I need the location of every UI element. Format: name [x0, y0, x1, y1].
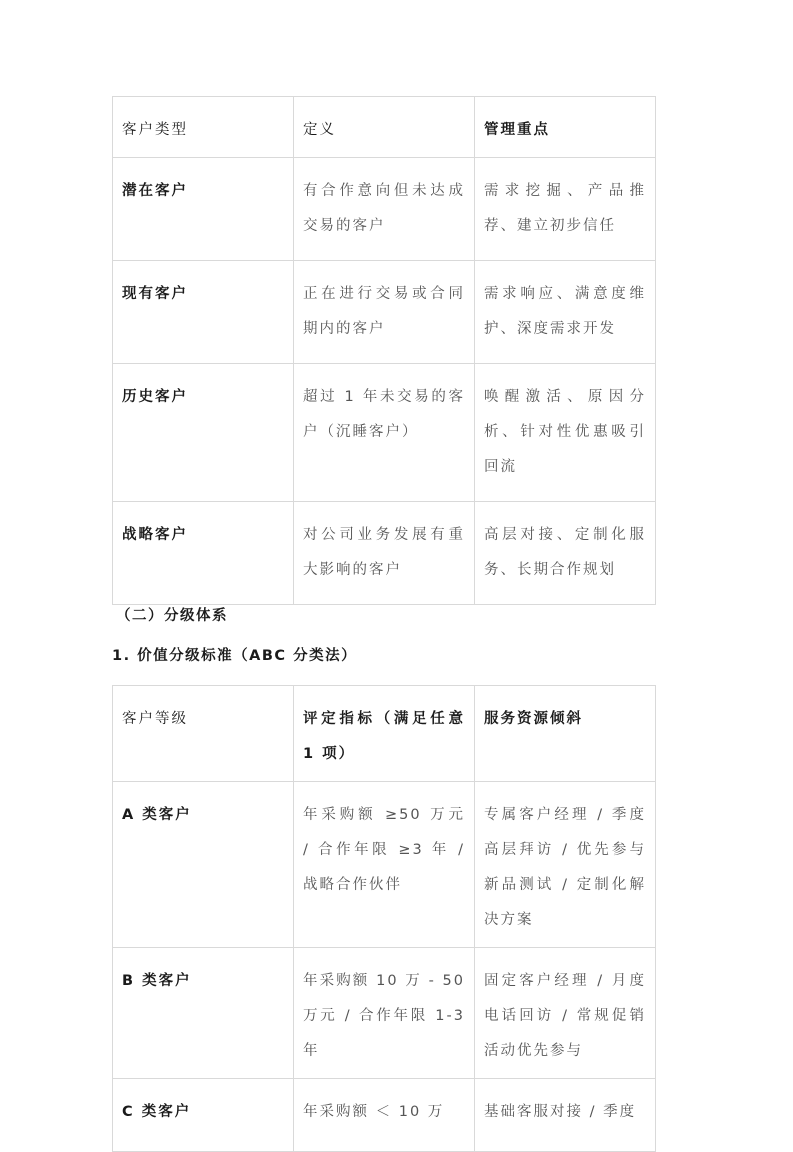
row-criteria: 年采购额 ＜ 10 万 [294, 1079, 475, 1152]
row-criteria: 年采购额 10 万 - 50 万元 / 合作年限 1-3 年 [294, 948, 475, 1079]
table-row [113, 502, 656, 605]
row-customer-type: 现有客户 [113, 261, 294, 364]
header-management-focus: 管理重点 [475, 97, 656, 158]
table-row [113, 364, 656, 502]
document-page [112, 96, 655, 1152]
table-row [113, 261, 656, 364]
row-definition: 正在进行交易或合同期内的客户 [294, 261, 475, 364]
customer-type-table [112, 96, 656, 605]
row-management-focus: 需求响应、满意度维护、深度需求开发 [475, 261, 656, 364]
row-customer-grade: A 类客户 [113, 782, 294, 948]
section-subheading: （二）分级体系 [116, 608, 228, 624]
row-customer-grade: C 类客户 [113, 1079, 294, 1152]
row-management-focus: 需求挖掘、产品推荐、建立初步信任 [475, 158, 656, 261]
header-definition: 定义 [294, 97, 475, 158]
item-heading: 1. 价值分级标准（ABC 分类法） [112, 648, 358, 664]
row-definition: 对公司业务发展有重大影响的客户 [294, 502, 475, 605]
row-management-focus: 高层对接、定制化服务、长期合作规划 [475, 502, 656, 605]
row-customer-type: 战略客户 [113, 502, 294, 605]
row-customer-type: 历史客户 [113, 364, 294, 502]
header-customer-type: 客户类型 [113, 97, 294, 158]
table-row [113, 948, 656, 1079]
row-management-focus: 唤醒激活、原因分析、针对性优惠吸引回流 [475, 364, 656, 502]
row-customer-type: 潜在客户 [113, 158, 294, 261]
row-criteria: 年采购额 ≥50 万元 / 合作年限 ≥3 年 / 战略合作伙伴 [294, 782, 475, 948]
row-definition: 超过 1 年未交易的客户（沉睡客户） [294, 364, 475, 502]
header-customer-grade: 客户等级 [113, 686, 294, 782]
customer-grade-table [112, 685, 656, 1152]
table-header-row [113, 97, 656, 158]
table-header-row [113, 686, 656, 782]
row-service-resources: 专属客户经理 / 季度高层拜访 / 优先参与新品测试 / 定制化解决方案 [475, 782, 656, 948]
row-service-resources: 基础客服对接 / 季度 [475, 1079, 656, 1152]
table-row [113, 782, 656, 948]
header-service-resources: 服务资源倾斜 [475, 686, 656, 782]
table-row [113, 1079, 656, 1152]
header-criteria: 评定指标（满足任意 1 项） [294, 686, 475, 782]
table-row [113, 158, 656, 261]
row-definition: 有合作意向但未达成交易的客户 [294, 158, 475, 261]
row-customer-grade: B 类客户 [113, 948, 294, 1079]
row-service-resources: 固定客户经理 / 月度电话回访 / 常规促销活动优先参与 [475, 948, 656, 1079]
